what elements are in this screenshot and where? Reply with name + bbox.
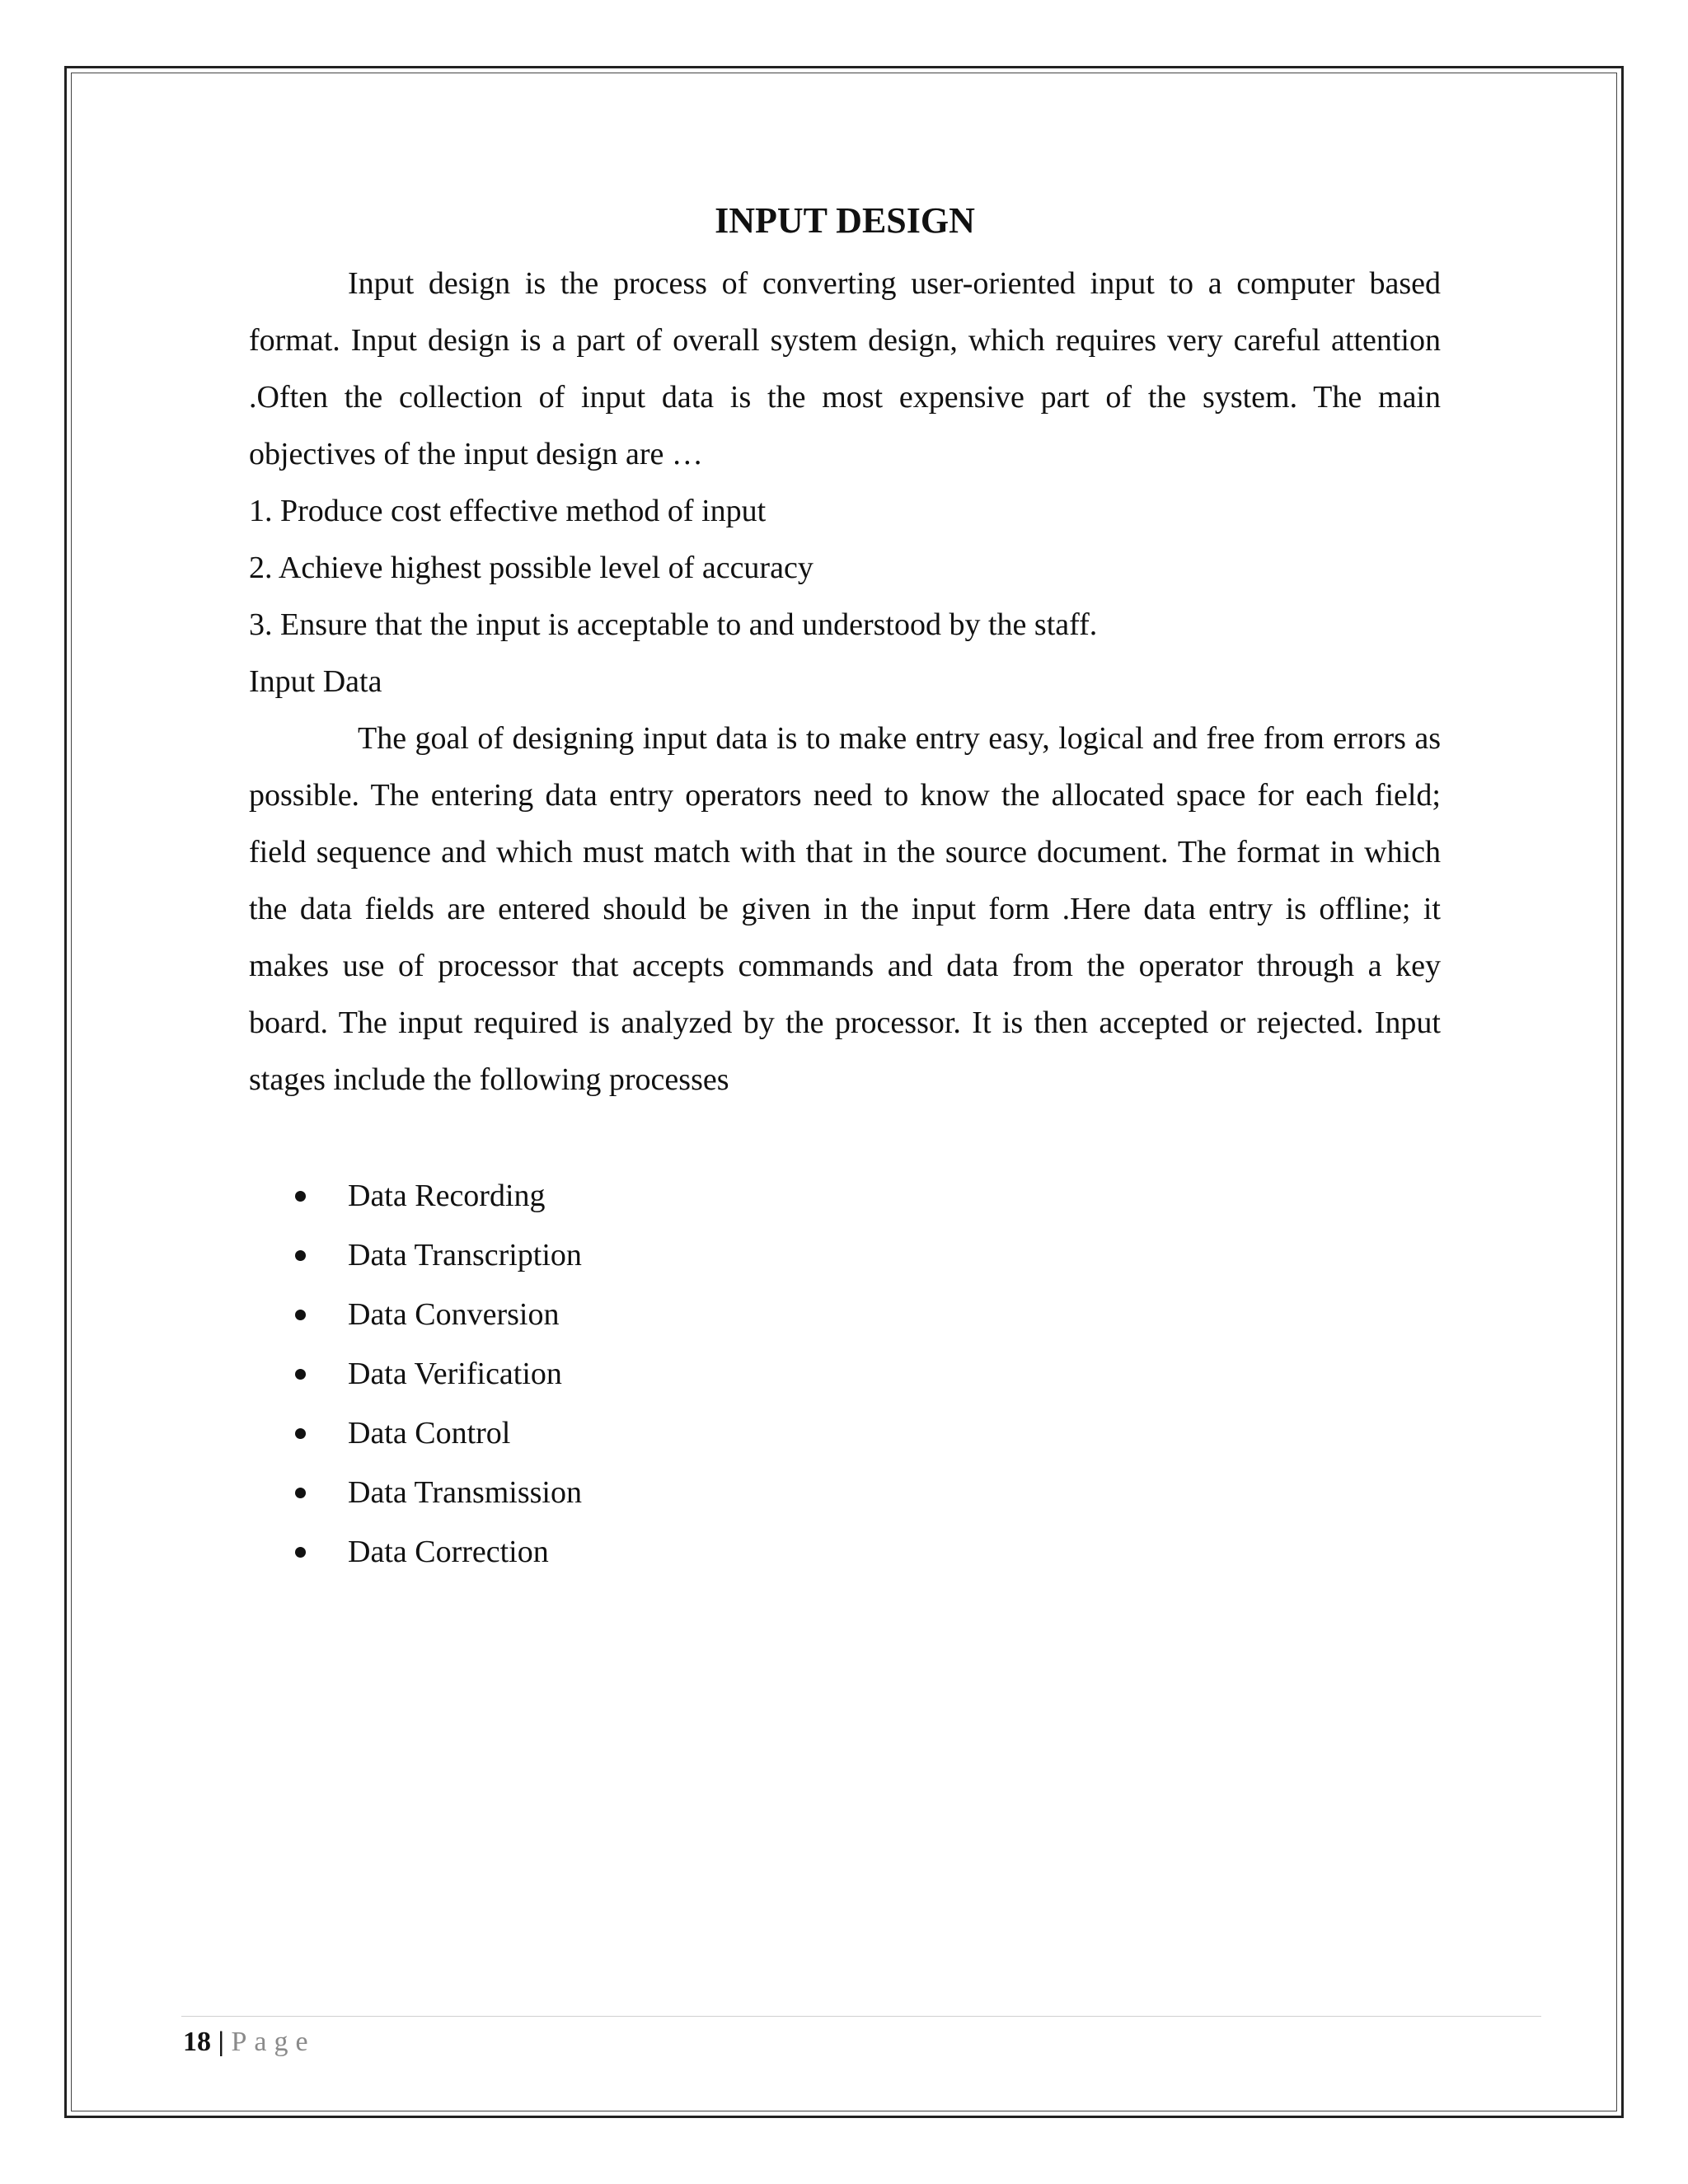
list-item-label: Data Correction [348,1535,549,1569]
page-footer [183,2018,316,2067]
bullet-icon [295,1250,306,1261]
page-label: Page [231,2027,316,2057]
intro-paragraph: Input design is the process of converting user-oriented input to a computer based format. Input design is a part of overall system design, which requires very careful attention .Often the collection of input data is the most expensive part of the system. The main objectives of the input design are … [249,266,1441,471]
list-item [249,1463,1441,1522]
list-item-label: Data Conversion [348,1297,560,1332]
bullet-icon [295,1428,306,1439]
objective-3: 3. Ensure that the input is acceptable to and understood by the staff. [249,607,1098,642]
list-item [249,1344,1441,1404]
footer-divider [181,2016,1541,2017]
footer-separator: | [218,2027,224,2057]
list-item-label: Data Verification [348,1357,562,1391]
bullet-icon [295,1191,306,1202]
list-item [249,1166,1441,1226]
list-item-label: Data Transmission [348,1475,582,1510]
list-item-label: Data Control [348,1416,511,1451]
page-content [249,186,1441,1582]
objective-1: 1. Produce cost effective method of input [249,494,767,528]
list-item-label: Data Recording [348,1179,546,1213]
list-item [249,1226,1441,1285]
list-item [249,1285,1441,1344]
objective-2: 2. Achieve highest possible level of accuracy [249,551,814,585]
input-data-paragraph: The goal of designing input data is to make entry easy, logical and free from errors as possible. The entering data entry operators need to know the allocated space for each field; field sequence and which must match with that in the source document. The format in which the data fields are entered should be given in the input form .Here data entry is offline; it makes use of processor that accepts commands and data from the operator through a key board. The input required is analyzed by the processor. It is then accepted or rejected. Input stages include the following processes [249,721,1441,1097]
list-item-label: Data Transcription [348,1238,582,1272]
bullet-icon [295,1547,306,1558]
page-number: 18 [183,2027,211,2057]
bullet-icon [295,1488,306,1498]
input-stages-list [249,1166,1441,1582]
list-item [249,1522,1441,1582]
bullet-icon [295,1369,306,1380]
page-title: INPUT DESIGN [715,200,975,241]
list-item [249,1404,1441,1463]
input-data-heading: Input Data [249,664,382,699]
bullet-icon [295,1310,306,1320]
